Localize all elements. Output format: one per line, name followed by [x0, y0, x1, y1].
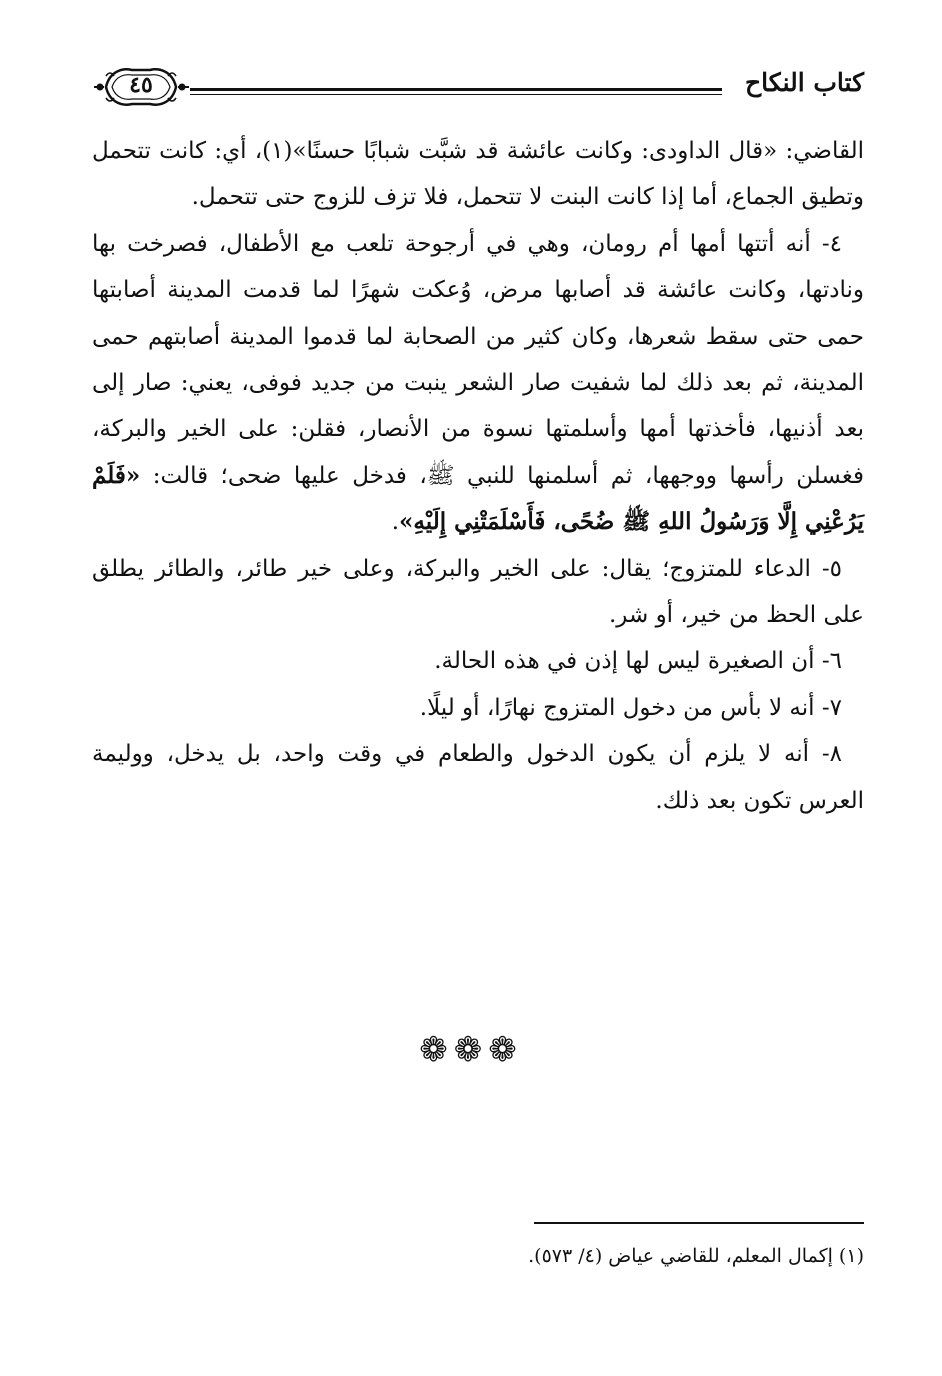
footnote-rule — [534, 1222, 864, 1224]
paragraph-1: القاضي: «قال الداودى: وكانت عائشة قد شبَّت شبابًا حسنًا»(١)، أي: كانت تتحمل وتطيق الجماع، أما إذا كانت البنت لا تتحمل، فلا تزف للزوج حتى تتحمل. — [92, 138, 864, 211]
section-separator: ❁❁❁ — [419, 1030, 523, 1070]
header-rule — [190, 88, 722, 91]
main-text — [92, 128, 864, 824]
paragraph-2-end: . — [391, 509, 400, 536]
book-title: كتاب النكاح — [745, 68, 864, 97]
hadith-quote: «فَلَمْ يَرُعْنِي إِلَّا وَرَسُولُ اللهِ ﷺ ضُحًى، فَأَسْلَمَتْنِي إِلَيْهِ» — [92, 461, 864, 536]
page-header — [92, 62, 864, 114]
paragraph-5: ٧- أنه لا بأس من دخول المتزوج نهارًا، أو ليلًا. — [419, 694, 842, 721]
paragraph-4: ٦- أن الصغيرة ليس لها إذن في هذه الحالة. — [434, 648, 842, 675]
paragraph-6: ٨- أنه لا يلزم أن يكون الدخول والطعام في وقت واحد، بل يدخل، ووليمة العرس تكون بعد ذلك. — [92, 741, 864, 814]
footnote-1: (١) إكمال المعلم، للقاضي عياض (٤/ ٥٧٣). — [528, 1245, 864, 1267]
page-number-ornament — [92, 62, 190, 112]
page-number: ٤٥ — [129, 72, 153, 98]
paragraph-2-text: ٤- أنه أتتها أمها أم رومان، وهي في أرجوحة تلعب مع الأطفال، فصرخت بها ونادتها، وكانت عائشة قد أصابها مرض، وُعكت شهرًا لما قدمت المدينة أصابتها حمى حتى سقط شعرها، وكان كثير من الصحابة لما قدموا المدينة أصابتهم حمى المدينة، ثم بعد ذلك لما شفيت صار الشعر ينبت من جديد فوفى، يعني: صار إلى بعد أذنيها، فأخذتها أمها وأسلمتها نسوة من الأنصار، فقلن: على الخير والبركة، فغسلن رأسها ووجهها، ثم أسلمنها للنبي ﷺ، فدخل عليها ضحى؛ قالت: — [92, 230, 864, 489]
paragraph-3: ٥- الدعاء للمتزوج؛ يقال: على الخير والبركة، وعلى خير طائر، والطائر يطلق على الحظ من خير، أو شر. — [92, 555, 864, 629]
paragraph-2 — [92, 221, 864, 546]
